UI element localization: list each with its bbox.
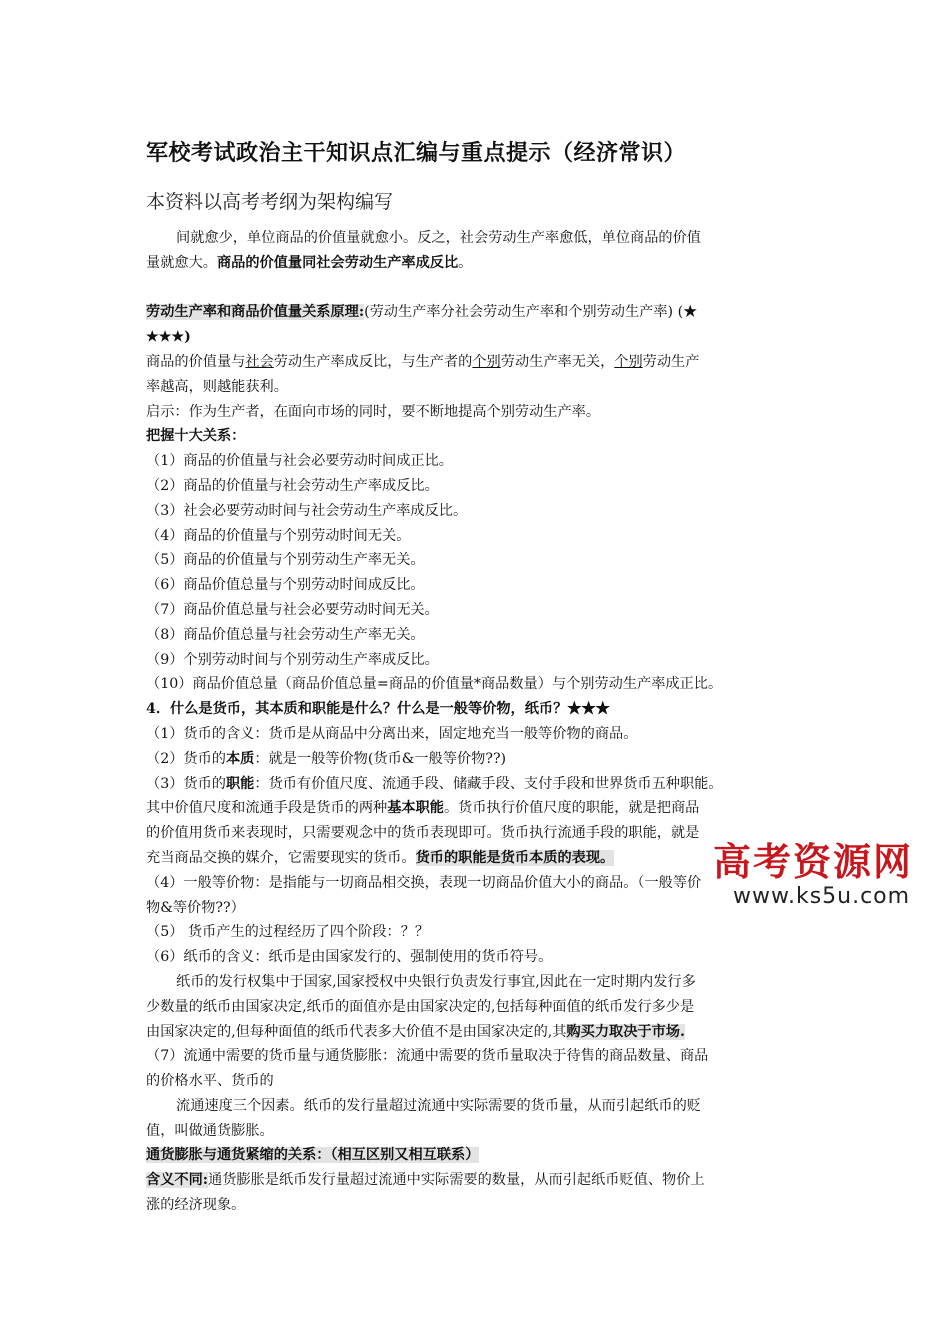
list-item: （7）流通中需要的货币量与通货膨胀：流通中需要的货币量取决于待售的商品数量、商品 [146,1048,709,1065]
list-item: （8）商品价值总量与社会劳动生产率无关。 [146,626,425,643]
document-body [146,226,826,1218]
list-item: （3）社会必要劳动时间与社会劳动生产率成反比。 [146,502,468,519]
watermark-logo-text: 高考资源网 [713,839,914,884]
list-item: （9）个别劳动时间与个别劳动生产率成反比。 [146,651,439,668]
sub-heading: 把握十大关系： [146,428,246,445]
list-item: （6）纸币的含义：纸币是由国家发行的、强制使用的货币符号。 [146,949,553,966]
list-item: （5）商品的价值量与个别劳动生产率无关。 [146,552,425,569]
list-item: （7）商品价值总量与社会必要劳动时间无关。 [146,601,439,618]
paragraph-line: 率越高，则越能获利。 [146,378,288,395]
key-conclusion: 商品的价值量同社会劳动生产率成反比 [216,254,459,271]
site-watermark [707,840,917,930]
blank-line [146,276,826,301]
inline-label: 含义不同: [146,1172,208,1189]
list-item: （4）商品的价值量与个别劳动时间无关。 [146,527,411,544]
list-item: （2）商品的价值量与社会劳动生产率成反比。 [146,477,439,494]
section-heading-line [146,1143,826,1168]
paragraph-line: 物&等价物??） [146,899,245,916]
paragraph-line: 流通速度三个因素。纸币的发行量超过流通中实际需要的货币量，从而引起纸币的贬 [176,1097,701,1114]
paragraph-line: 纸币的发行权集中于国家,国家授权中央银行负责发行事宜,因此在一定时期内发行多 [176,973,696,990]
list-item: （1）货币的含义：货币是从商品中分离出来，固定地充当一般等价物的商品。 [146,725,638,742]
paragraph-line: 其中价值尺度和流通手段是货币的两种基本职能。货币执行价值尺度的职能，就是把商品 [146,800,700,817]
watermark-url: www.ks5u.com [733,884,911,909]
paragraph-line: 商品的价值量与社会劳动生产率成反比，与生产者的个别劳动生产率无关，个别劳动生产 [146,353,700,370]
paragraph-line: 间就愈少，单位商品的价值量就愈小。反之，社会劳动生产率愈低，单位商品的价值 [176,230,701,246]
paragraph-line: 含义不同:通货膨胀是纸币发行量超过流通中实际需要的数量，从而引起纸币贬值、物价上 [146,1172,705,1189]
paragraph-line: 的价格水平、货币的 [146,1073,274,1090]
hint-line: 启示：作为生产者，在面向市场的同时，要不断地提高个别劳动生产率。 [146,403,601,420]
paragraph-line: 值，叫做通货膨胀。 [146,1122,274,1139]
section-heading: 4．什么是货币，其本质和职能是什么？什么是一般等价物，纸币？★★★ [146,701,610,718]
document-title: 军校考试政治主干知识点汇编与重点提示（经济常识） [146,140,687,166]
list-item: （10）商品价值总量（商品价值总量=商品的价值量*商品数量）与个别劳动生产率成正比。 [146,676,723,693]
key-conclusion: 货币的职能是货币本质的表现。 [415,849,615,866]
section-heading-line: 劳动生产率和商品价值量关系原理:(劳动生产率分社会劳动生产率和个别劳动生产率) (★ [146,304,698,321]
paragraph-line: 涨的经济现象。 [146,1197,246,1214]
list-item: （3）货币的职能：货币有价值尺度、流通手段、储藏手段、支付手段和世界货币五种职能。 [146,775,723,792]
list-item: （1）商品的价值量与社会必要劳动时间成正比。 [146,453,453,470]
paragraph-line: 充当商品交换的媒介，它需要现实的货币。货币的职能是货币本质的表现。 [146,849,615,866]
key-conclusion: 购买力取决于市场. [566,1023,685,1040]
paragraph-line: 少数量的纸币由国家决定,纸币的面值亦是由国家决定的,包括每种面值的纸币发行多少是 [146,998,695,1015]
paragraph-line: 由国家决定的,但每种面值的纸币代表多大价值不是由国家决定的,其购买力取决于市场. [146,1023,685,1040]
section-heading: 通货膨胀与通货紧缩的关系：（相互区别又相互联系） [146,1147,480,1164]
section-heading: 劳动生产率和商品价值量关系原理: [146,304,365,321]
list-item: （5） 货币产生的过程经历了四个阶段：？？ [146,924,430,941]
star-rating: ★★★) [146,329,191,346]
paragraph-line: 的价值用货币来表现时，只需要观念中的货币表现即可。货币执行流通手段的职能，就是 [146,825,700,842]
list-item: （2）货币的本质：就是一般等价物(货币&一般等价物??) [146,750,507,767]
paragraph-line: 量就愈大。商品的价值量同社会劳动生产率成反比。 [146,254,473,271]
list-item: （6）商品价值总量与个别劳动时间成反比。 [146,577,425,594]
document-subtitle: 本资料以高考考纲为架构编写 [146,191,394,213]
list-item: （4）一般等价物：是指能与一切商品相交换，表现一切商品价值大小的商品。（一般等价 [146,874,702,891]
